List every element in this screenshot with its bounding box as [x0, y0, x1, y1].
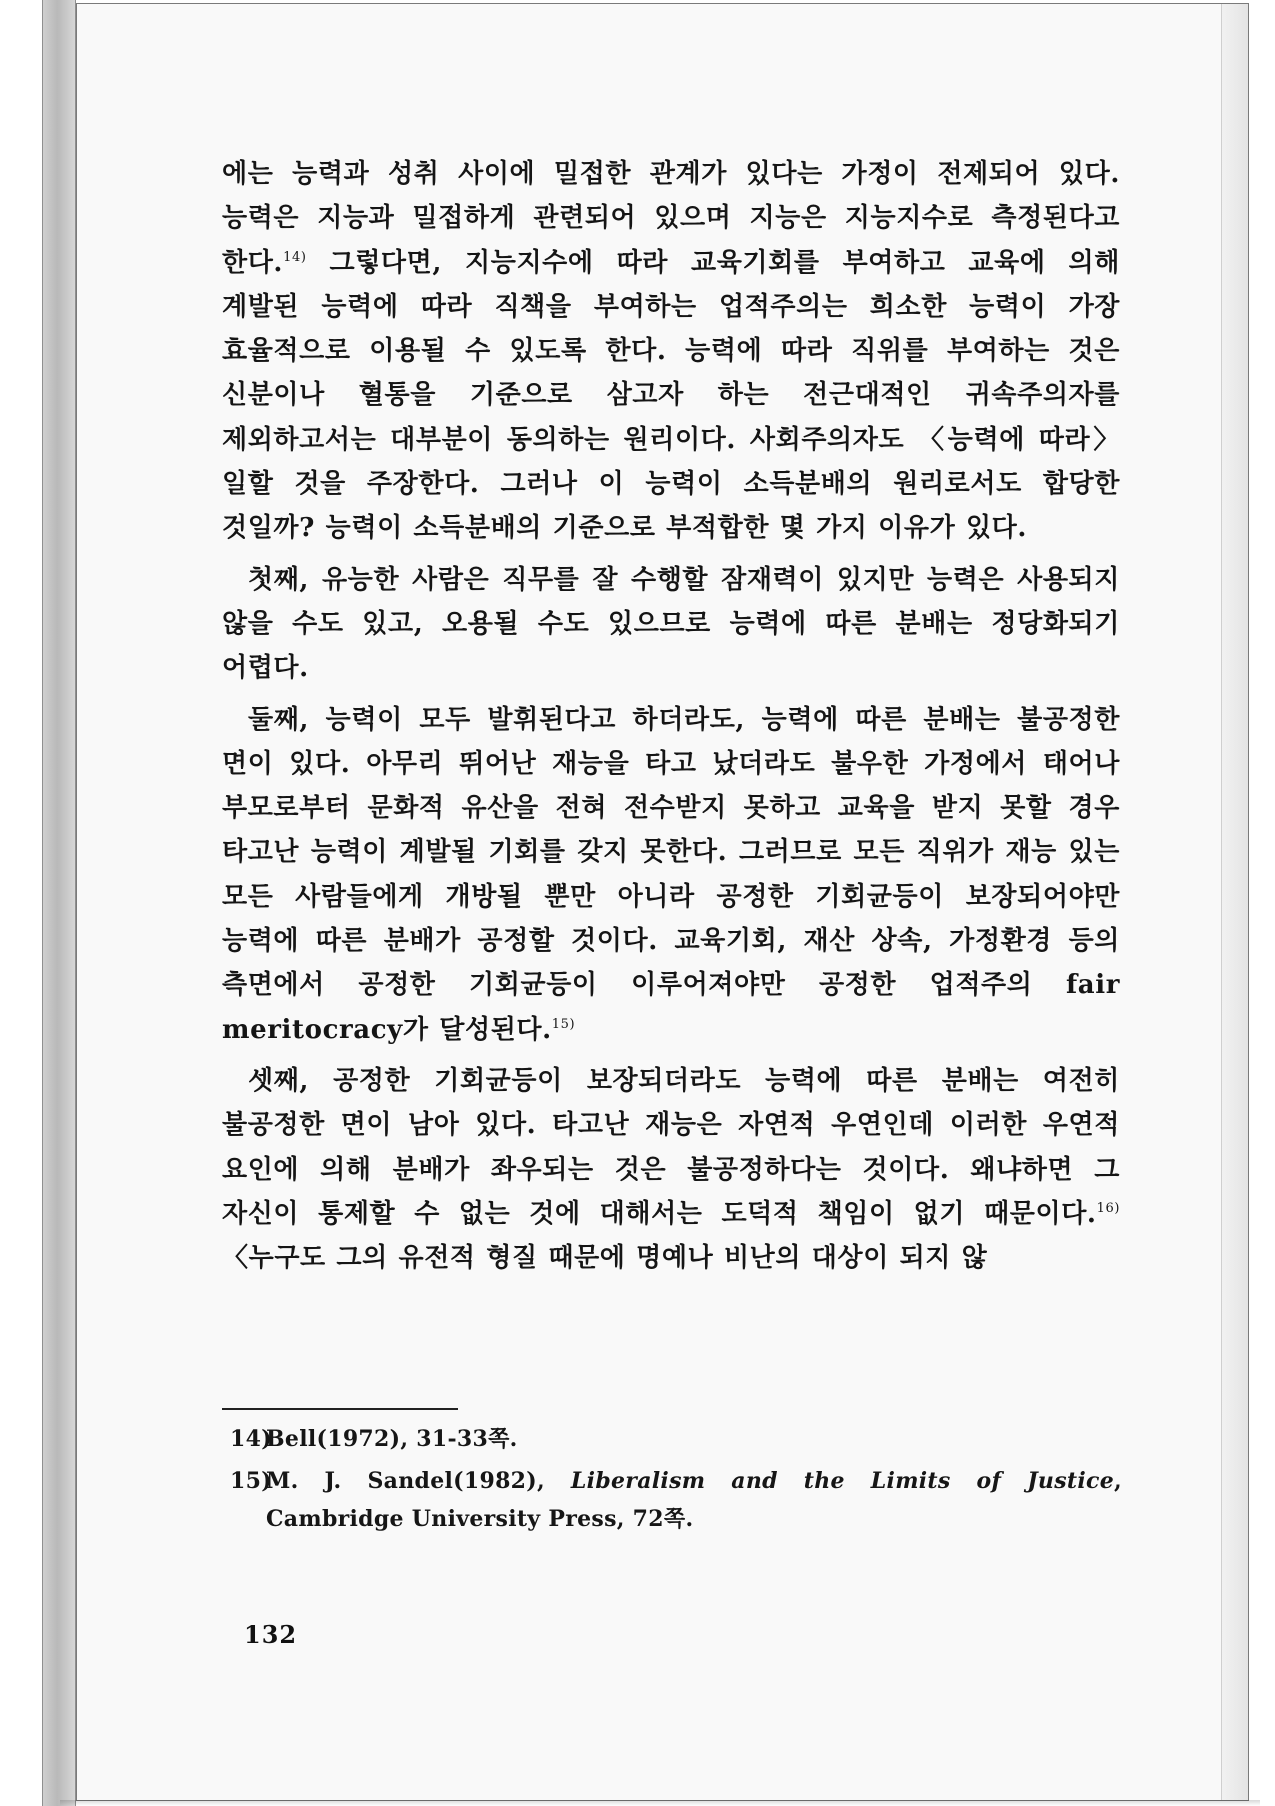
- paragraph-2: 첫째, 유능한 사람은 직무를 잘 수행할 잠재력이 있지만 능력은 사용되지 않을 수도 있고, 오용될 수도 있으므로 능력에 따른 분배는 정당화되기 어렵다.: [222, 564, 1120, 684]
- footnote-15: [230, 1462, 1122, 1538]
- paragraph-4: [222, 1059, 1120, 1280]
- footnote-publisher: , Cambridge University Press, 72쪽.: [266, 1468, 1122, 1532]
- footnote-ref-14: 14): [283, 249, 307, 265]
- paragraph-1-part-b: 그렇다면, 지능지수에 따라 교육기회를 부여하고 교육에 의해 계발된 능력에 따라 직책을 부여하는 업적주의는 희소한 능력이 가장 효율적으로 이용될 수 있도록 한다. 능력에 따라 직위를 부여하는 것은 신분이나 혈통을 기준으로 삼고자 하는 전근대적인 귀속주의자를 제외하고서는 대부분이 동의하는 원리이다. 사회주의자도 〈능력에 따라〉 일할 것을 주장한다. 그러나 이 능력이 소득분배의 원리로서도 합당한 것일까? 능력이 소득분배의 기준으로 부적합한 몇 가지 이유가 있다.: [222, 247, 1120, 544]
- footnote-divider: [222, 1408, 458, 1410]
- book-spine: [42, 0, 76, 1806]
- body-text: [222, 152, 1120, 1280]
- footnote-number: 14): [230, 1426, 272, 1452]
- paragraph-3-part-a: 둘째, 능력이 모두 발휘된다고 하더라도, 능력에 따른 분배는 불공정한 면이 있다. 아무리 뛰어난 재능을 타고 났더라도 불우한 가정에서 태어나 부모로부터 문화적 유산을 전혀 전수받지 못하고 교육을 받지 못할 경우 타고난 능력이 계발될 기회를 갖지 못한다. 그러므로 모든 직위가 재능 있는 모든 사람들에게 개방될 뿐만 아니라 공정한 기회균등이 보장되어야만 능력에 따른 분배가 공정할 것이다. 교육기회, 재산 상속, 가정환경 등의 측면에서 공정한 기회균등이 이루어져야만 공정한 업적주의 fair meritocracy가 달성된다.: [222, 704, 1120, 1045]
- footnote-text: Bell(1972), 31-33쪽.: [266, 1426, 518, 1452]
- paragraph-4-part-b: 〈누구도 그의 유전적 형질 때문에 명예나 비난의 대상이 되지 않: [222, 1243, 988, 1274]
- footnote-ref-15: 15): [551, 1016, 576, 1032]
- footnote-ref-16: 16): [1096, 1200, 1120, 1216]
- paragraph-3: [222, 698, 1120, 1052]
- page-edge: [1221, 4, 1248, 1800]
- paragraph-4-part-a: 셋째, 공정한 기회균등이 보장되더라도 능력에 따른 분배는 여전히 불공정한 면이 남아 있다. 타고난 재능은 자연적 우연인데 이러한 우연적 요인에 의해 분배가 좌우되는 것은 불공정하다는 것이다. 왜냐하면 그 자신이 통제할 수 없는 것에 대해서는 도덕적 책임이 없기 때문이다.: [222, 1065, 1120, 1229]
- footnote-14: [230, 1420, 1122, 1458]
- page-number: 132: [244, 1620, 298, 1649]
- footnote-number: 15): [230, 1468, 272, 1494]
- paragraph-1: [222, 152, 1120, 551]
- footnote-citation: M. J. Sandel(1982),: [266, 1468, 571, 1494]
- paragraph-1-part-a: 에는 능력과 성취 사이에 밀접한 관계가 있다는 가정이 전제되어 있다. 능력은 지능과 밀접하게 관련되어 있으며 지능은 지능지수로 측정된다고 한다.: [222, 159, 1120, 278]
- footnote-book-title: Liberalism and the Limits of Justice: [570, 1468, 1115, 1494]
- footnotes: [230, 1420, 1122, 1542]
- page-shadow: [60, 1800, 1260, 1806]
